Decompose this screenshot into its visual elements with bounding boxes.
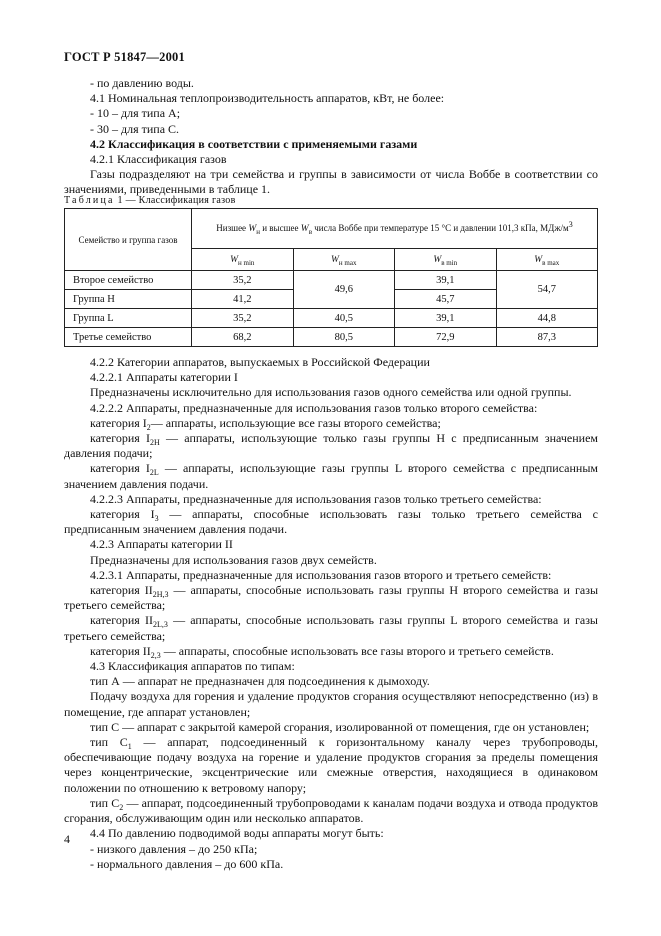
text-line: - низкого давления – до 250 кПа; (90, 841, 258, 856)
section-4-2-2-1: 4.2.2.1 Аппараты категории I (90, 370, 238, 385)
header-wn-min: $W_{н min}$ (192, 249, 294, 271)
section-4-3: 4.3 Классификация аппаратов по типам: (90, 659, 295, 674)
section-4-2-1: 4.2.1 Классификация газов (90, 152, 227, 167)
header-family-group: Семейство и группа газов (65, 209, 192, 271)
table-row: Второе семейство 35,2 49,6 39,1 54,7 (65, 271, 598, 290)
type-item: тип $С_1$ — аппарат, подсоединенный к горизонтальному каналу через трубопроводы, обеспечивающие подачу воздуха на горение и удаление продуктов сгорания за пределы помещения через концентрические, эксцентрические или смежные отверстия, находящиеся в одинаковом положении по отношению к ветровому напору; (64, 735, 598, 795)
section-4-2-2-2: 4.2.2.2 Аппараты, предназначенные для использования газов только второго семейства: (90, 400, 538, 415)
category-item: категория $II_{2Н,3}$ — аппараты, способные использовать газы группы Н второго семейства и газы третьего семейства; (64, 583, 599, 613)
table-caption (64, 195, 236, 206)
page-number: 4 (64, 832, 70, 846)
category-item: категория $II_{2,3}$ — аппараты, способные использовать все газы второго и третьего семейств. (90, 643, 554, 660)
type-item: тип А — аппарат не предназначен для подсоединения к дымоходу. (90, 674, 430, 689)
section-4-2-3-1: 4.2.3.1 Аппараты, предназначенные для использования газов второго и третьего семейств: (90, 567, 552, 582)
text-line: - 10 – для типа А; (90, 106, 181, 121)
category-item: категория $I_3$ — аппараты, способные использовать газы только третьего семейства с предписанным значением давления подачи. (64, 507, 598, 537)
section-4-2-2-3: 4.2.2.3 Аппараты, предназначенные для использования газов только третьего семейства: (90, 491, 542, 506)
type-item: тип С — аппарат с закрытой камерой сгорания, изолированной от помещения, где он установлен; (90, 719, 590, 734)
text-line: - 30 – для типа С. (90, 121, 180, 136)
header-wn-max: $W_{н max}$ (293, 249, 395, 271)
section-4-2-3: 4.2.3 Аппараты категории II (90, 537, 233, 552)
paragraph-gas-classification: Газы подразделяют на три семейства и группы в зависимости от числа Воббе в соответствии со значениями, приведенными в таблице 1. (64, 167, 598, 197)
table-row: Третье семейство 68,2 80,5 72,9 87,3 (65, 328, 598, 347)
category-item: категория $I_{2L}$ — аппараты, использующие газы группы L второго семейства с предписанным значением давления подачи. (64, 461, 598, 491)
section-4-2-2: 4.2.2 Категории аппаратов, выпускаемых в Российской Федерации (90, 355, 430, 369)
paragraph: Предназначены исключительно для использования газов одного семейства или одной группы. (90, 385, 572, 400)
paragraph: Подачу воздуха для горения и удаление продуктов сгорания осуществляют непосредственно (из) в помещение, где аппарат установлен; (64, 689, 598, 719)
gas-classification-table (64, 208, 598, 347)
table-caption-text: 1 — Классификация газов (114, 195, 236, 206)
body-text (64, 355, 598, 872)
type-item: тип $С_2$ — аппарат, подсоединенный трубопроводами к каналам подачи воздуха и отвода продуктов сгорания, обслуживающим один или несколько аппаратов. (64, 795, 599, 826)
section-4-4: 4.4 По давлению подводимой воды аппараты могут быть: (90, 826, 384, 841)
section-4-1: 4.1 Номинальная теплопроизводительность аппаратов, кВт, не более: (90, 91, 445, 106)
category-item: категория $II_{2L,3}$ — аппараты, способные использовать газы группы L второго семейства и газы третьего семейства; (64, 613, 598, 643)
header-wv-max: $W_{в max}$ (496, 249, 598, 271)
table-row: Группа L 35,2 40,5 39,1 44,8 (65, 309, 598, 328)
document-code: ГОСТ Р 51847—2001 (64, 50, 185, 64)
category-item: категория $I_2—$ аппараты, использующие все газы второго семейства; (90, 415, 441, 432)
table-row: Группа Н 41,2 45,7 (65, 290, 598, 309)
header-wobbe: Низшее $W_н$ и высшее $W_в$ числа Воббе при температуре 15 °С и давлении 101,3 кПа, МДж/$м^3$ (192, 209, 598, 249)
text-line: - по давлению воды. (90, 76, 194, 90)
category-item: категория $I_{2Н}$ — аппараты, использующие только газы группы Н с предписанным значением давления подачи; (64, 431, 598, 461)
table-caption-word: Таблица (64, 195, 115, 206)
text-line: - нормального давления – до 600 кПа. (90, 856, 284, 871)
intro-block (64, 76, 598, 198)
paragraph: Предназначены для использования газов двух семейств. (90, 552, 377, 567)
header-wv-min: $W_{в min}$ (395, 249, 497, 271)
section-heading-4-2: 4.2 Классификация в соответствии с применяемыми газами (90, 136, 418, 151)
